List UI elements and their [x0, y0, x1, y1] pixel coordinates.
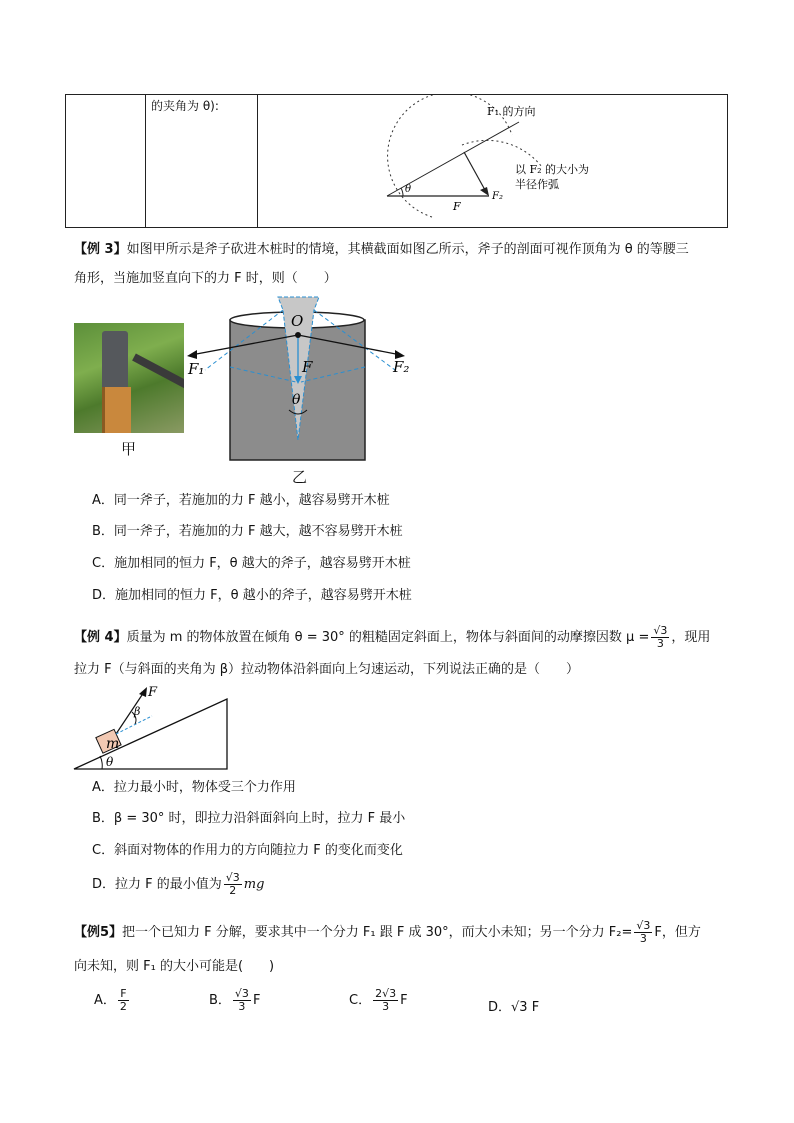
label-f1: F₁	[188, 360, 205, 378]
label-f: F	[148, 685, 158, 700]
label-theta: θ	[292, 392, 301, 408]
example4-option-b: B．β = 30° 时，即拉力沿斜面斜向上时，拉力 F 最小	[92, 811, 406, 826]
f2-denominator: 3	[639, 932, 647, 945]
example5-line2	[74, 958, 274, 976]
example3-option-d: D．施加相同的恒力 F，θ 越小的斧子，越容易劈开木桩	[92, 588, 412, 603]
wood-cross-section-diagram	[185, 292, 425, 472]
option-c-denominator: 3	[382, 1000, 390, 1013]
option-d-fraction	[224, 872, 242, 897]
radius-note-2: 半径作弧	[515, 178, 559, 191]
label-beta: β	[134, 705, 141, 718]
option-d-label: D．	[488, 1000, 512, 1015]
option-a-denominator: 2	[119, 1000, 127, 1013]
example4-option-a: A．拉力最小时，物体受三个力作用	[92, 780, 296, 795]
example3-text-1: 如图甲所示是斧子砍进木桩时的情境，其横截面如图乙所示，斧子的剖面可视作顶角为 θ 的等腰三	[126, 242, 689, 257]
table-cell-1	[66, 95, 146, 227]
example4-line1	[74, 625, 710, 650]
example5-option-c	[349, 988, 408, 1013]
option-b-label: B．	[209, 993, 231, 1008]
option-d-numerator: √3	[225, 871, 240, 884]
example4-text-1b: ，现用	[671, 630, 711, 645]
theta-label: θ	[405, 184, 412, 195]
example5-option-d	[488, 996, 539, 1015]
theta-arc	[100, 756, 102, 769]
option-c-label: C．	[349, 993, 372, 1008]
example4-option-d	[92, 872, 264, 897]
f2-label: F₂	[492, 191, 503, 202]
option-d-denominator: 2	[229, 884, 237, 897]
incline-diagram	[72, 682, 232, 772]
mu-denominator: 3	[656, 637, 664, 650]
example3-option-c: C．施加相同的恒力 F，θ 越大的斧子，越容易劈开木桩	[92, 556, 411, 571]
example4-line2	[74, 661, 579, 679]
label-f: F	[302, 358, 313, 376]
example5-text-1b: F，但方	[654, 925, 701, 940]
f2-arrow-head	[480, 187, 489, 196]
option-b-numerator: √3	[234, 987, 249, 1000]
table-cell-2-text: 的夹角为 θ):	[151, 99, 219, 113]
example5-text-2: 向未知，则 F₁ 的大小可能是( )	[74, 959, 275, 974]
f-label: F	[453, 200, 461, 213]
option-d-unit: mg	[243, 877, 265, 892]
example5-text-1: 把一个已知力 F 分解，要求其中一个分力 F₁ 跟 F 成 30°，而大小未知；另一个分力 F₂=	[122, 925, 633, 940]
example4-text-2: 拉力 F（与斜面的夹角为 β）拉动物体沿斜面向上匀速运动，下列说法正确的是（ ）	[74, 662, 580, 677]
f1-direction-diagram	[257, 95, 727, 227]
axe-handle	[132, 353, 184, 388]
option-c-numerator: 2√3	[375, 987, 397, 1000]
incline-plane	[74, 699, 227, 769]
label-o: O	[291, 312, 304, 330]
example3-tag: 【例 3】	[74, 242, 127, 257]
diagram-caption: 乙	[292, 468, 308, 486]
option-b-denominator: 3	[238, 1000, 246, 1013]
option-d-value: √3 F	[511, 1000, 540, 1015]
option-a-label: A．	[94, 993, 116, 1008]
f1-direction-label: F₁ 的方向	[487, 105, 536, 118]
force-f2-line	[464, 152, 485, 190]
option-b-fraction	[233, 988, 251, 1013]
example5-tag: 【例5】	[74, 925, 123, 940]
label-theta: θ	[106, 755, 114, 769]
example3-line2	[74, 270, 337, 288]
axe-photo	[74, 323, 184, 433]
point-o	[295, 332, 301, 338]
example3-text-2: 角形，当施加竖直向下的力 F 时，则（ ）	[74, 271, 337, 286]
mu-fraction	[651, 625, 669, 650]
option-d-text: D．拉力 F 的最小值为	[92, 877, 222, 892]
f2-numerator: √3	[636, 919, 651, 932]
example5-option-a	[94, 988, 131, 1013]
table-cell-2	[145, 95, 258, 227]
photo-caption: 甲	[121, 440, 137, 458]
theta-arc	[401, 188, 403, 196]
f-arrow-head	[139, 687, 147, 697]
wood-stake	[102, 387, 131, 433]
label-m: m	[106, 736, 120, 752]
example3-line1	[74, 241, 689, 259]
example5-option-b	[209, 988, 260, 1013]
option-b-suffix: F	[252, 993, 261, 1008]
mu-numerator: √3	[653, 624, 668, 637]
example4-option-c: C．斜面对物体的作用力的方向随拉力 F 的变化而变化	[92, 843, 403, 858]
axe-head	[102, 331, 128, 387]
table-row	[65, 94, 728, 228]
example3-option-b: B．同一斧子，若施加的力 F 越大，越不容易劈开木桩	[92, 524, 403, 539]
example5-line1	[74, 920, 701, 945]
f2-fraction	[634, 920, 652, 945]
radius-note-1: 以 F₂ 的大小为	[515, 163, 590, 176]
example4-tag: 【例 4】	[74, 630, 127, 645]
option-c-suffix: F	[400, 993, 408, 1008]
f1-arrow-head	[187, 350, 197, 359]
option-c-fraction	[373, 988, 398, 1013]
example3-option-a: A．同一斧子，若施加的力 F 越小，越容易劈开木桩	[92, 493, 390, 508]
option-a-numerator: F	[118, 988, 129, 1001]
label-f2: F₂	[393, 358, 410, 376]
option-a-fraction	[118, 988, 129, 1013]
example4-text-1: 质量为 m 的物体放置在倾角 θ = 30° 的粗糙固定斜面上，物体与斜面间的动摩擦因数 μ =	[126, 630, 650, 645]
